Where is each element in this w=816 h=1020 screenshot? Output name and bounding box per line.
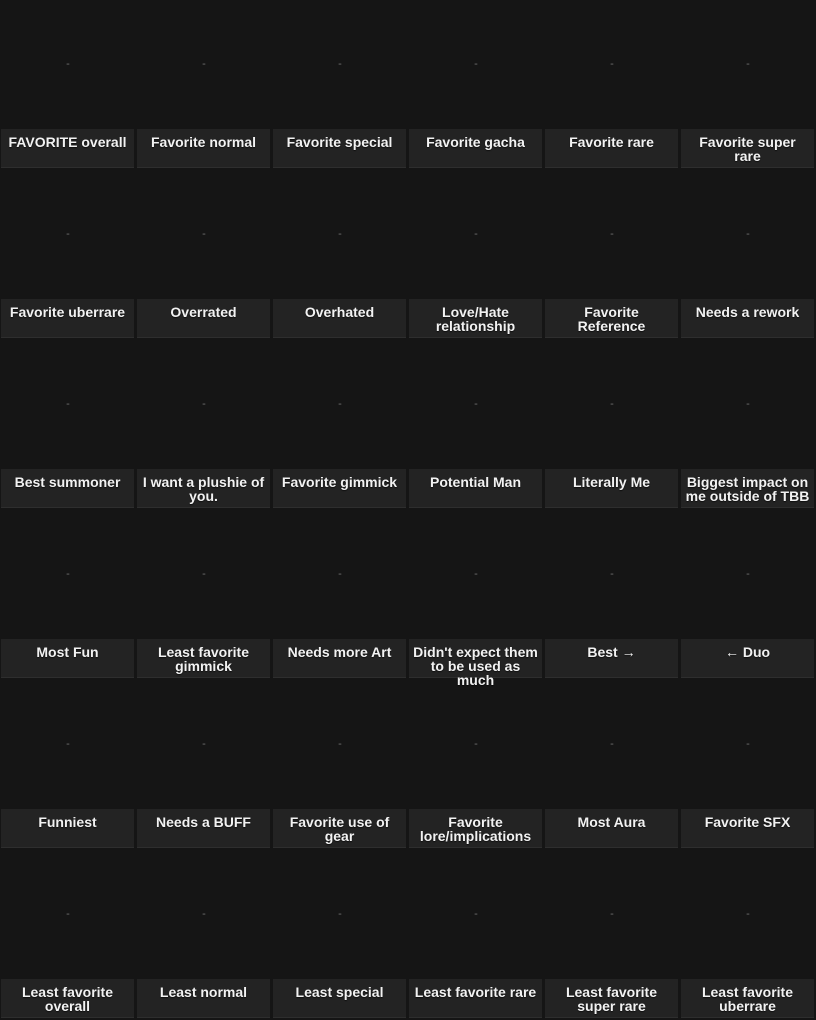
empty-slot[interactable]: - xyxy=(474,58,478,70)
grid-cell[interactable] xyxy=(680,170,816,340)
cell-label: Best → xyxy=(545,639,678,678)
cell-label: Favorite SFX xyxy=(681,809,814,848)
cell-label: Needs more Art xyxy=(273,639,406,678)
cell-label: Least favorite gimmick xyxy=(137,639,270,678)
cell-label: Least favorite uberrare xyxy=(681,979,814,1018)
cell-label: FAVORITE overall xyxy=(1,129,134,168)
grid-cell[interactable] xyxy=(408,510,544,688)
empty-slot[interactable]: - xyxy=(610,398,614,410)
grid-cell[interactable] xyxy=(272,680,408,850)
empty-slot[interactable]: - xyxy=(610,228,614,240)
grid-cell[interactable] xyxy=(272,340,408,510)
cell-label: Needs a rework xyxy=(681,299,814,338)
cell-label: Most Aura xyxy=(545,809,678,848)
cell-label: Least favorite rare xyxy=(409,979,542,1018)
empty-slot[interactable]: - xyxy=(746,908,750,920)
cell-label: Didn't expect them to be used as much xyxy=(409,639,542,678)
grid-cell[interactable] xyxy=(408,340,544,510)
empty-slot[interactable]: - xyxy=(66,58,70,70)
empty-slot[interactable]: - xyxy=(66,908,70,920)
grid-cell[interactable] xyxy=(680,510,816,680)
cell-label: Potential Man xyxy=(409,469,542,508)
grid-cell[interactable] xyxy=(0,340,136,510)
empty-slot[interactable]: - xyxy=(66,398,70,410)
empty-slot[interactable]: - xyxy=(202,398,206,410)
cell-label: Favorite gacha xyxy=(409,129,542,168)
grid-cell[interactable] xyxy=(544,680,680,850)
empty-slot[interactable]: - xyxy=(202,908,206,920)
grid-cell[interactable] xyxy=(0,170,136,340)
empty-slot[interactable]: - xyxy=(474,908,478,920)
grid-cell[interactable] xyxy=(408,850,544,1020)
empty-slot[interactable]: - xyxy=(474,398,478,410)
empty-slot[interactable]: - xyxy=(746,228,750,240)
empty-slot[interactable]: - xyxy=(338,738,342,750)
cell-label: Favorite use of gear xyxy=(273,809,406,848)
grid-cell[interactable] xyxy=(544,340,680,510)
grid-cell[interactable] xyxy=(0,850,136,1020)
cell-label: Overrated xyxy=(137,299,270,338)
grid-cell[interactable] xyxy=(272,0,408,170)
cell-label: Favorite gimmick xyxy=(273,469,406,508)
empty-slot[interactable]: - xyxy=(202,58,206,70)
empty-slot[interactable]: - xyxy=(66,228,70,240)
grid-cell[interactable] xyxy=(408,0,544,170)
cell-label: Favorite lore/implications xyxy=(409,809,542,848)
grid-cell[interactable] xyxy=(272,850,408,1020)
empty-slot[interactable]: - xyxy=(610,738,614,750)
cell-label: Least special xyxy=(273,979,406,1018)
empty-slot[interactable]: - xyxy=(474,738,478,750)
grid-cell[interactable] xyxy=(136,510,272,680)
cell-label: Funniest xyxy=(1,809,134,848)
grid-cell[interactable] xyxy=(680,850,816,1020)
grid-cell[interactable] xyxy=(0,0,136,170)
empty-slot[interactable]: - xyxy=(474,568,478,580)
grid-cell[interactable] xyxy=(544,850,680,1020)
empty-slot[interactable]: - xyxy=(338,908,342,920)
cell-label: Favorite special xyxy=(273,129,406,168)
cell-label: Favorite Reference xyxy=(545,299,678,338)
empty-slot[interactable]: - xyxy=(202,228,206,240)
grid-cell[interactable] xyxy=(408,680,544,850)
empty-slot[interactable]: - xyxy=(338,228,342,240)
cell-label: Favorite super rare xyxy=(681,129,814,168)
grid-cell[interactable] xyxy=(680,0,816,170)
empty-slot[interactable]: - xyxy=(746,738,750,750)
empty-slot[interactable]: - xyxy=(746,568,750,580)
empty-slot[interactable]: - xyxy=(474,228,478,240)
cell-label: Favorite normal xyxy=(137,129,270,168)
cell-label: Least favorite overall xyxy=(1,979,134,1018)
grid-cell[interactable] xyxy=(272,510,408,680)
grid-cell[interactable] xyxy=(136,340,272,510)
cell-label: Favorite uberrare xyxy=(1,299,134,338)
grid-cell[interactable] xyxy=(680,680,816,850)
cell-label: Most Fun xyxy=(1,639,134,678)
empty-slot[interactable]: - xyxy=(338,398,342,410)
grid-cell[interactable] xyxy=(0,680,136,850)
grid-cell[interactable] xyxy=(136,0,272,170)
empty-slot[interactable]: - xyxy=(746,398,750,410)
empty-slot[interactable]: - xyxy=(610,908,614,920)
grid-cell[interactable] xyxy=(136,680,272,850)
grid-cell[interactable] xyxy=(0,510,136,680)
cell-label: Literally Me xyxy=(545,469,678,508)
empty-slot[interactable]: - xyxy=(338,58,342,70)
cell-label: Favorite rare xyxy=(545,129,678,168)
empty-slot[interactable]: - xyxy=(746,58,750,70)
empty-slot[interactable]: - xyxy=(338,568,342,580)
grid-cell[interactable] xyxy=(544,510,680,680)
grid-cell[interactable] xyxy=(136,850,272,1020)
empty-slot[interactable]: - xyxy=(202,568,206,580)
cell-label: Love/Hate relationship xyxy=(409,299,542,338)
grid-cell[interactable] xyxy=(408,170,544,340)
cell-label: Needs a BUFF xyxy=(137,809,270,848)
empty-slot[interactable]: - xyxy=(610,568,614,580)
cell-label: Best summoner xyxy=(1,469,134,508)
cell-label: Biggest impact on me outside of TBB xyxy=(681,469,814,508)
empty-slot[interactable]: - xyxy=(66,738,70,750)
empty-slot[interactable]: - xyxy=(66,568,70,580)
grid-cell[interactable] xyxy=(544,170,680,340)
empty-slot[interactable]: - xyxy=(202,738,206,750)
cell-label: ← Duo xyxy=(681,639,814,678)
grid-cell[interactable] xyxy=(680,340,816,510)
grid-cell[interactable] xyxy=(136,170,272,340)
cell-label: Least normal xyxy=(137,979,270,1018)
cell-label: I want a plushie of you. xyxy=(137,469,270,508)
cell-label: Overhated xyxy=(273,299,406,338)
grid-cell[interactable] xyxy=(544,0,680,170)
empty-slot[interactable]: - xyxy=(610,58,614,70)
grid-cell[interactable] xyxy=(272,170,408,340)
cell-label: Least favorite super rare xyxy=(545,979,678,1018)
